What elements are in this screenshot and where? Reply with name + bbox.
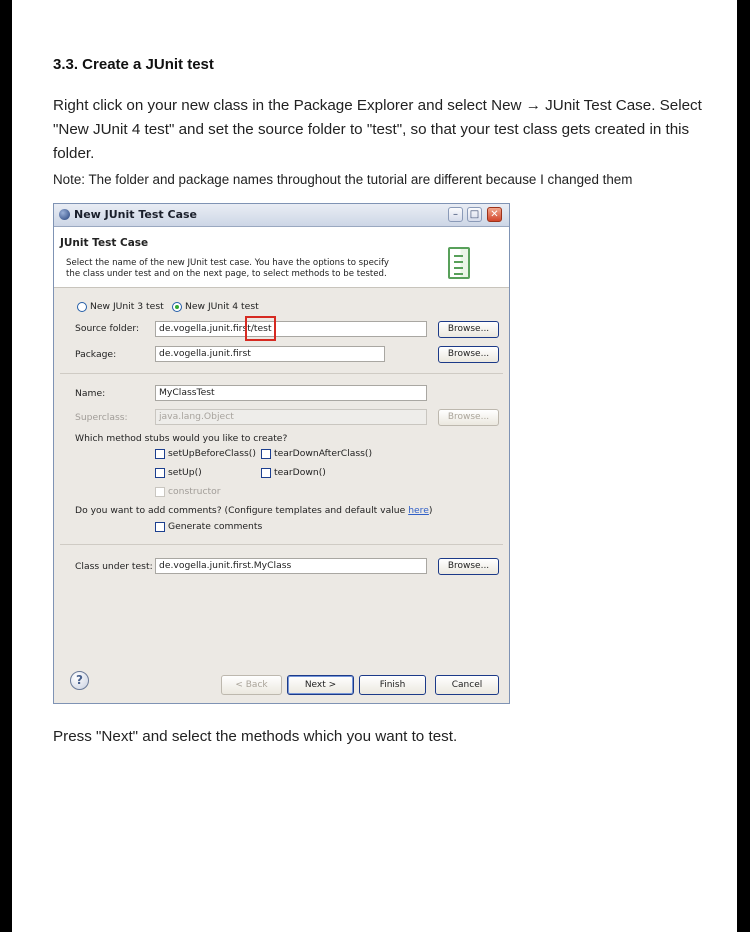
teardownafterclass-checkbox[interactable] [261,449,271,459]
cancel-button[interactable]: Cancel [435,675,499,695]
note-text: Note: The folder and package names throughout the tutorial are different because I changed them [53,172,633,187]
teardown-checkbox[interactable] [261,468,271,478]
section-heading: 3.3. Create a JUnit test [53,56,214,73]
new-junit-test-case-dialog [53,203,510,704]
package-label: Package: [75,349,117,360]
class-under-test-input[interactable]: de.vogella.junit.first.MyClass [155,558,427,574]
finish-button[interactable]: Finish [359,675,426,695]
minimize-icon[interactable]: – [448,207,463,222]
wizard-description: Select the name of the new JUnit test case. You have the options to specify the class under test and on the next page, to select methods to be tested. [66,258,389,279]
setup-label: setUp() [168,467,202,478]
wizard-header [54,227,509,288]
setupbeforeclass-checkbox[interactable] [155,449,165,459]
document-page [12,0,737,932]
class-under-test-browse-button[interactable]: Browse... [438,558,499,575]
back-button: < Back [221,675,282,695]
help-icon[interactable]: ? [70,671,89,690]
next-step-text: Press "Next" and select the methods which you want to test. [53,728,458,745]
eclipse-icon [59,209,70,220]
close-icon[interactable]: ✕ [487,207,502,222]
superclass-label: Superclass: [75,412,128,423]
superclass-browse-button: Browse... [438,409,499,426]
separator [60,373,503,374]
generate-comments-checkbox[interactable] [155,522,165,532]
junit4-radio[interactable] [172,302,182,312]
name-input[interactable]: MyClassTest [155,385,427,401]
junit-banner-icon [448,247,470,279]
source-folder-browse-button[interactable]: Browse... [438,321,499,338]
teardownafterclass-label: tearDownAfterClass() [274,448,373,459]
superclass-input: java.lang.Object [155,409,427,425]
wizard-title: JUnit Test Case [60,237,149,249]
test-folder-highlight [245,316,276,341]
name-label: Name: [75,388,106,399]
junit3-label: New JUnit 3 test [90,301,164,312]
separator [60,544,503,545]
source-folder-label: Source folder: [75,323,140,334]
next-button[interactable]: Next > [287,675,354,695]
dialog-title-bar [54,204,509,227]
instruction-paragraph: Right click on your new class in the Package Explorer and select New → JUnit Test Case. Select "New JUnit 4 test" and set the source folder to "test", so that your test class gets created in this folder. [53,97,702,162]
package-browse-button[interactable]: Browse... [438,346,499,363]
source-folder-input[interactable]: de.vogella.junit.first/test [155,321,427,337]
junit4-label: New JUnit 4 test [185,301,259,312]
dialog-title: New JUnit Test Case [74,208,198,221]
comments-question: Do you want to add comments? (Configure templates and default value here) [75,505,433,516]
generate-comments-label: Generate comments [168,521,263,532]
maximize-icon[interactable]: □ [467,207,482,222]
package-input[interactable]: de.vogella.junit.first [155,346,385,362]
constructor-label: constructor [168,486,221,497]
class-under-test-label: Class under test: [75,561,153,572]
method-stubs-question: Which method stubs would you like to create? [75,433,288,444]
constructor-checkbox [155,487,165,497]
setup-checkbox[interactable] [155,468,165,478]
setupbeforeclass-label: setUpBeforeClass() [168,448,256,459]
junit3-radio[interactable] [77,302,87,312]
teardown-label: tearDown() [274,467,326,478]
configure-templates-link[interactable]: here [408,505,429,516]
